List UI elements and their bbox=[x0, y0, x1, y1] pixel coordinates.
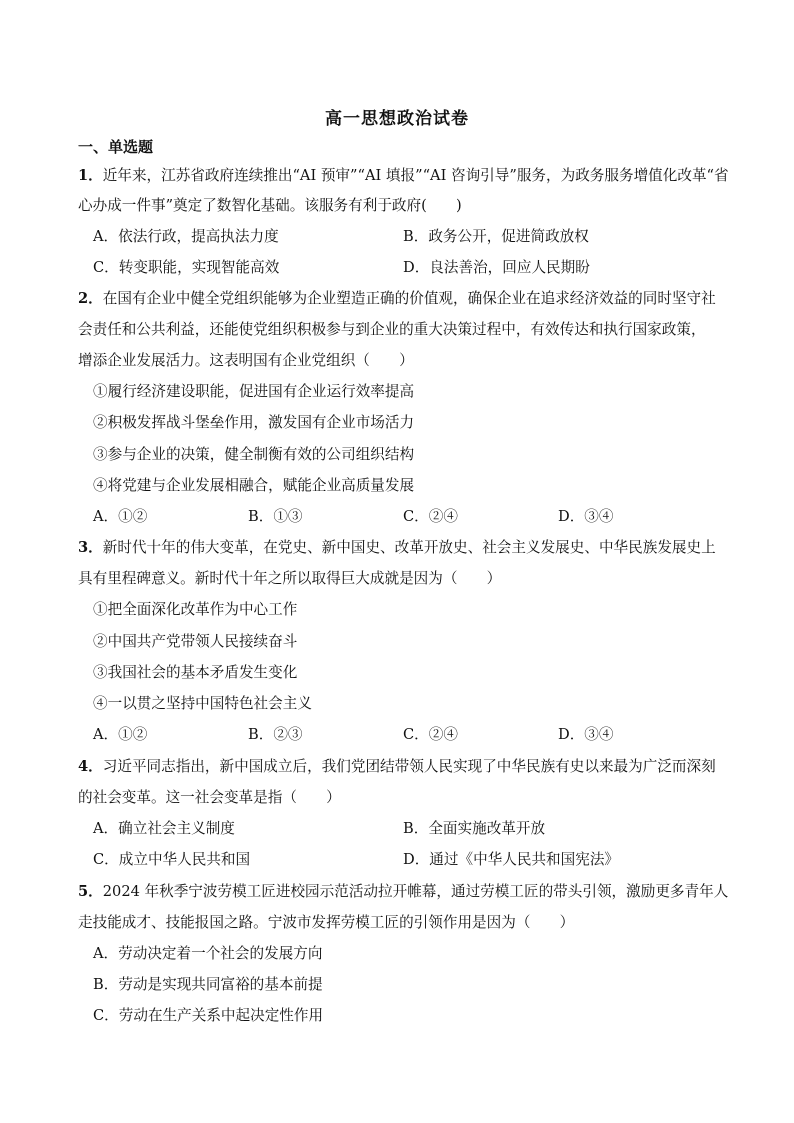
q4-option-a: A．确立社会主义制度 bbox=[93, 820, 235, 837]
q2-option-b: B．①③ bbox=[248, 508, 303, 525]
q3-option-c: C．②④ bbox=[403, 726, 458, 743]
q5-option-b: B．劳动是实现共同富裕的基本前提 bbox=[93, 976, 323, 993]
q2-option-a: A．①② bbox=[93, 508, 148, 525]
q2-statement-3: ③参与企业的决策，健全制衡有效的公司组织结构 bbox=[93, 446, 415, 463]
page-title: 高一思想政治试卷 bbox=[325, 109, 469, 129]
q2-option-d: D．③④ bbox=[558, 508, 614, 525]
q1-option-c: C．转变职能，实现智能高效 bbox=[93, 259, 280, 276]
q5-stem-line-1 bbox=[78, 882, 728, 902]
q2-stem-line-1 bbox=[78, 289, 728, 309]
q2-number: 2． bbox=[78, 290, 103, 307]
q1-option-d: D．良法善治，回应人民期盼 bbox=[403, 259, 590, 276]
q2-stem-line-2: 会责任和公共利益，还能使党组织积极参与到企业的重大决策过程中，有效传达和执行国家政策， bbox=[78, 321, 706, 338]
q2-statement-1: ①履行经济建设职能，促进国有企业运行效率提高 bbox=[93, 383, 415, 400]
q4-stem-line-2: 的社会变革。这一社会变革是指（ ） bbox=[78, 789, 341, 806]
q3-statement-4: ④一以贯之坚持中国特色社会主义 bbox=[93, 695, 312, 712]
q5-option-a: A．劳动决定着一个社会的发展方向 bbox=[93, 945, 323, 962]
q4-number: 4． bbox=[78, 758, 103, 775]
q4-option-d: D．通过《中华人民共和国宪法》 bbox=[403, 851, 620, 868]
q1-stem-line-1 bbox=[78, 166, 728, 186]
q3-option-b: B．②③ bbox=[248, 726, 303, 743]
q5-option-c: C．劳动在生产关系中起决定性作用 bbox=[93, 1007, 324, 1024]
q3-option-a: A．①② bbox=[93, 726, 148, 743]
q3-stem-line-1 bbox=[78, 538, 728, 558]
q1-stem-line-2: 心办成一件事”奠定了数智化基础。该服务有利于政府( ) bbox=[78, 197, 462, 214]
q2-statement-4: ④将党建与企业发展相融合，赋能企业高质量发展 bbox=[93, 477, 415, 494]
q3-number: 3． bbox=[78, 539, 103, 556]
q4-option-b: B．全面实施改革开放 bbox=[403, 820, 546, 837]
q1-stem-text-1: 近年来，江苏省政府连续推出“AI 预审”“AI 填报”“AI 咨询引导”服务，为政务服务增值化改革“省 bbox=[102, 167, 729, 184]
q4-stem-line-1 bbox=[78, 757, 728, 777]
q3-option-d: D．③④ bbox=[558, 726, 614, 743]
q2-option-c: C．②④ bbox=[403, 508, 458, 525]
q3-stem-text-1: 新时代十年的伟大变革，在党史、新中国史、改革开放史、社会主义发展史、中华民族发展史上 bbox=[102, 539, 716, 556]
q3-statement-3: ③我国社会的基本矛盾发生变化 bbox=[93, 664, 298, 681]
q4-option-c: C．成立中华人民共和国 bbox=[93, 851, 251, 868]
q5-stem-text-1: 2024 年秋季宁波劳模工匠进校园示范活动拉开帷幕，通过劳模工匠的带头引领，激励更多青年人 bbox=[102, 883, 729, 900]
q2-stem-text-1: 在国有企业中健全党组织能够为企业塑造正确的价值观，确保企业在追求经济效益的同时坚守社 bbox=[102, 290, 716, 307]
q1-option-a: A．依法行政，提高执法力度 bbox=[93, 228, 279, 245]
q4-stem-text-1: 习近平同志指出，新中国成立后，我们党团结带领人民实现了中华民族有史以来最为广泛而深刻 bbox=[102, 758, 716, 775]
q5-stem-line-2: 走技能成才、技能报国之路。宁波市发挥劳模工匠的引领作用是因为（ ） bbox=[78, 914, 575, 931]
q2-statement-2: ②积极发挥战斗堡垒作用，激发国有企业市场活力 bbox=[93, 414, 415, 431]
q1-option-b: B．政务公开，促进简政放权 bbox=[403, 228, 589, 245]
q2-stem-line-3: 增添企业发展活力。这表明国有企业党组织（ ） bbox=[78, 352, 414, 369]
q3-statement-2: ②中国共产党带领人民接续奋斗 bbox=[93, 633, 298, 650]
q3-statement-1: ①把全面深化改革作为中心工作 bbox=[93, 601, 298, 618]
section-heading: 一、单选题 bbox=[78, 138, 154, 156]
q5-number: 5． bbox=[78, 883, 103, 900]
q1-number: 1． bbox=[78, 167, 103, 184]
q3-stem-line-2: 具有里程碑意义。新时代十年之所以取得巨大成就是因为（ ） bbox=[78, 570, 502, 587]
